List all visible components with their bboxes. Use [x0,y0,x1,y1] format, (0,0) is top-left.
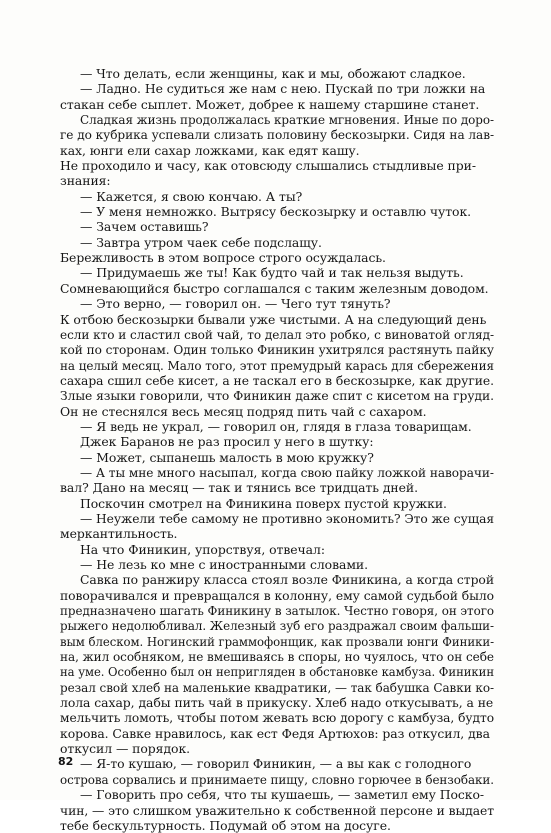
page-number: 82 [58,755,74,768]
text-line: лола сахар, дабы пить чай в прикуску. Хлеб надо откусывать, а не [60,695,494,711]
text-line: на уме. Особенно был он непригляден в обстановке камбуза. Финикин [60,664,494,680]
text-line: — А ты мне много насыпал, когда свою пайку ложкой наворачи- [80,464,494,480]
text-line: знания: [60,173,111,189]
text-line: Сомневающийся быстро соглашался с таким железным доводом. [60,280,489,296]
text-line: — Ладно. Не судиться же нам с нею. Пускай по три ложки на [80,81,486,97]
text-line: — Завтра утром чаек себе подслащу. [80,234,322,250]
text-line: на, жил особняком, не вмешиваясь в споры, но чуялось, что он себе [60,649,494,665]
text-line: — Может, сыпанешь малость в мою кружку? [80,449,374,465]
body-text [60,66,494,833]
text-line: К отбою бескозырки бывали уже чистыми. А на следующий день [60,311,487,327]
text-line: откусил — порядок. [60,741,191,757]
text-line: — Говорить про себя, что ты кушаешь, — заметил ему Поско- [80,787,485,803]
text-line: Он не стеснялся весь месяц подряд пить чай с сахаром. [60,403,427,419]
text-line: Не проходило и часу, как отовсюду слышались стыдливые при- [60,158,476,174]
text-line: — Кажется, я свою кончаю. А ты? [80,188,303,204]
text-line: ках, юнги ели сахар ложками, как едят кашу. [60,142,360,158]
text-line: — Неужели тебе самому не противно экономить? Это же сущая [80,510,494,526]
text-line: поворачивался и превращался в колонну, ему самой судьбой было [60,587,494,603]
text-line: рыжего недолюбливал. Железный зуб его раздражал своим фальши- [60,618,494,634]
text-line: — Это верно, — говорил он. — Чего тут тянуть? [80,296,391,312]
text-line: кой по сторонам. Один только Финикин ухитрялся растянуть пайку [60,342,494,358]
text-line: корова. Савке нравилось, как ест Федя Артюхов: раз откусил, два [60,725,490,741]
text-line: Джек Баранов не раз просил у него в шутку: [80,434,374,450]
text-line: — У меня немножко. Вытрясу бескозырку и оставлю чуток. [80,204,472,220]
text-line: Бережливость в этом вопросе строго осуждалась. [60,250,386,266]
text-line: если кто и сластил свой чай, то делал это робко, с виноватой огляд- [60,326,494,342]
text-line: вал? Дано на месяц — так и тянись все тридцать дней. [60,480,418,496]
text-line: резал свой хлеб на маленькие квадратики, — так бабушка Савки ко- [60,679,494,695]
text-line: Сладкая жизнь продолжалась краткие мгновения. Иные по доро- [80,112,494,128]
text-line: острова сорвались и принимаете пищу, словно горючее в бензобаки. [60,771,494,787]
text-line: — Я-то кушаю, — говорил Финикин, — а вы как с голодного [80,756,472,772]
text-line: сахара сшил себе кисет, а не таскал его в бескозырке, как другие. [60,372,494,388]
text-line: — Не лезь ко мне с иностранными словами. [80,557,369,572]
text-line: — Зачем оставишь? [80,219,209,235]
text-line: — Я ведь не украл, — говорил он, глядя в глаза товарищам. [80,418,472,434]
text-line: мельчить ломоть, чтобы потом жевать всю дорогу с камбуза, будто [60,710,494,726]
text-line: тебе бескультурность. Подумай об этом на досуге. [60,817,391,833]
text-line: На что Финикин, упорствуя, отвечал: [80,541,325,557]
text-line: Злые языки говорили, что Финикин даже спит с кисетом на груди. [60,388,494,404]
text-line: чин, — это слишком уважительно к собственной персоне и выдает [60,802,494,818]
text-line: — Что делать, если женщины, как и мы, обожают сладкое. [80,66,466,81]
text-line: меркантильность. [60,526,178,542]
text-line: предназначено шагать Финикину в затылок. Честно говоря, он этого [60,603,494,619]
text-line: ге до кубрика успевали слизать половину бескозырки. Сидя на лав- [60,127,494,143]
text-line: вым блеском. Ногинский граммофонщик, как прозвали юнги Финики- [60,633,494,649]
text-line: Савка по ранжиру класса стоял возле Финикина, а когда строй [80,572,494,588]
text-line: стакан себе сыплет. Может, добрее к нашему старшине станет. [60,96,480,112]
text-line: Поскочин смотрел на Финикина поверх пустой кружки. [80,495,447,511]
text-line: на целый месяц. Мало того, этот премудрый карась для сбережения [60,357,494,373]
text-line: — Придумаешь же ты! Как будто чай и так нельзя выдуть. [80,265,464,281]
